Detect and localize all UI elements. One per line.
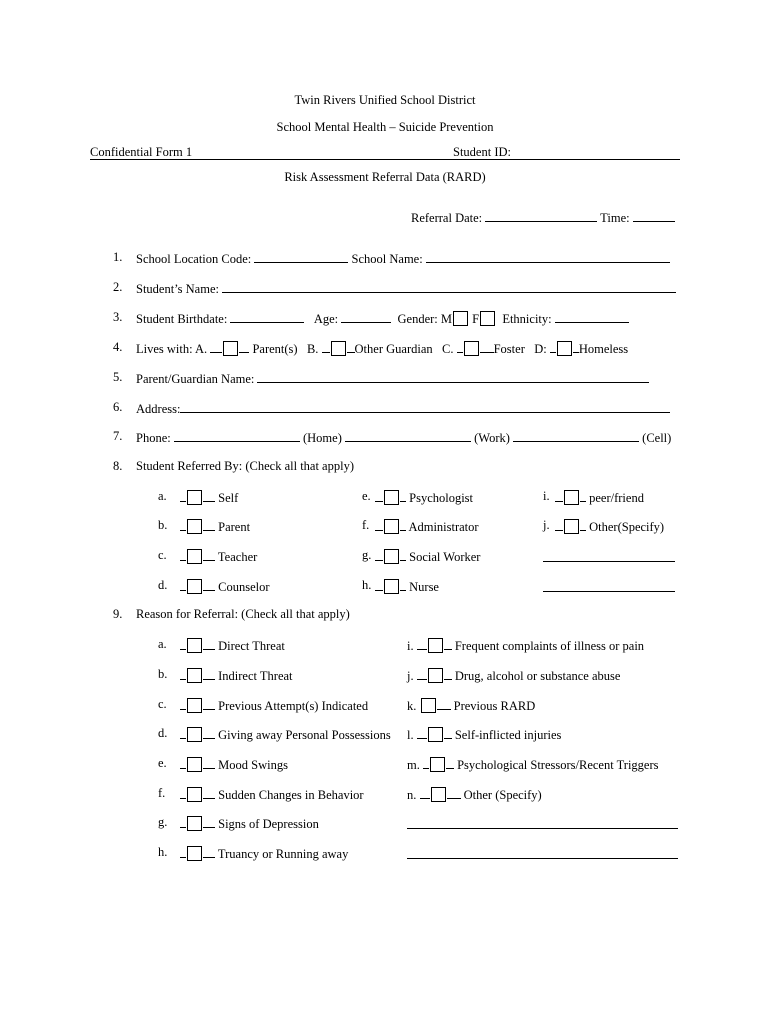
option-label: Administrator xyxy=(408,520,479,534)
item-number: 6. xyxy=(113,400,123,414)
reason-truancy-option[interactable] xyxy=(180,845,348,862)
checkbox[interactable] xyxy=(187,846,202,861)
reason-previous-rard-option[interactable] xyxy=(407,697,535,714)
blank-line xyxy=(375,518,383,531)
checkbox[interactable] xyxy=(384,579,399,594)
blank-line xyxy=(180,815,186,828)
blank-line xyxy=(375,578,383,591)
blank-line xyxy=(375,489,383,502)
checkbox[interactable] xyxy=(430,757,445,772)
option-label: Psychological Stressors/Recent Triggers xyxy=(457,758,659,772)
phone-work-label: (Work) xyxy=(474,431,510,445)
blank-line xyxy=(420,786,430,799)
reason-direct-threat-option[interactable] xyxy=(180,637,285,654)
gender-m-checkbox[interactable] xyxy=(453,311,468,326)
blank-line xyxy=(180,697,186,710)
phone-cell-field[interactable] xyxy=(513,429,639,442)
option-label: Other (Specify) xyxy=(463,788,542,802)
item-number: 4. xyxy=(113,340,123,354)
option-label: Previous RARD xyxy=(453,699,536,713)
reason-depression-option[interactable] xyxy=(180,815,319,832)
checkbox[interactable] xyxy=(187,727,202,742)
blank-line xyxy=(180,637,186,650)
blank-line xyxy=(180,667,186,680)
blank-line xyxy=(180,845,186,858)
lives-with-label: Lives with: xyxy=(136,342,193,356)
lives-homeless-checkbox[interactable] xyxy=(557,341,572,356)
phone-home-label: (Home) xyxy=(302,431,342,445)
phone-work-field[interactable] xyxy=(345,429,471,442)
option-label: Mood Swings xyxy=(218,758,288,772)
gender-f-checkbox[interactable] xyxy=(480,311,495,326)
form-label: Confidential Form 1 xyxy=(90,145,193,159)
blank-line xyxy=(180,786,186,799)
reason-giving-away-option[interactable] xyxy=(180,726,391,743)
checkbox[interactable] xyxy=(384,549,399,564)
blank-line xyxy=(180,548,186,561)
student-id-field[interactable] xyxy=(513,145,680,159)
option-label: Counselor xyxy=(218,580,270,594)
option-letter: f. xyxy=(362,518,370,532)
form-header-line xyxy=(90,145,680,160)
option-label: Indirect Threat xyxy=(218,669,293,683)
blank-line xyxy=(203,815,215,828)
blank-line xyxy=(203,786,215,799)
option-letter: k. xyxy=(407,699,417,713)
item-number: 9. xyxy=(113,607,123,621)
age-field[interactable] xyxy=(341,310,391,323)
ethnicity-label: Ethnicity: xyxy=(502,312,552,326)
option-letter: j. xyxy=(543,518,550,532)
checkbox[interactable] xyxy=(187,638,202,653)
ethnicity-field[interactable] xyxy=(555,310,629,323)
option-letter: c. xyxy=(158,548,167,562)
lives-a-letter: A. xyxy=(195,342,208,356)
blank-line xyxy=(400,489,406,502)
address-label: Address: xyxy=(136,402,181,416)
option-label: peer/friend xyxy=(589,491,644,505)
checkbox[interactable] xyxy=(187,519,202,534)
blank-line xyxy=(180,518,186,531)
reason-illness-option[interactable] xyxy=(407,637,644,654)
blank-line xyxy=(400,548,406,561)
blank-line xyxy=(446,756,454,769)
reason-sudden-changes-option[interactable] xyxy=(180,786,364,803)
checkbox[interactable] xyxy=(428,638,443,653)
blank-line xyxy=(239,340,249,353)
checkbox[interactable] xyxy=(428,727,443,742)
option-letter: f. xyxy=(158,786,166,800)
lives-foster-checkbox[interactable] xyxy=(464,341,479,356)
birthdate-label: Student Birthdate: xyxy=(136,312,228,326)
lives-guardian-checkbox[interactable] xyxy=(331,341,346,356)
reason-self-injury-option[interactable] xyxy=(407,726,561,743)
option-letter: i. xyxy=(407,639,414,653)
form-title: Risk Assessment Referral Data (RARD) xyxy=(284,170,486,184)
school-location-row xyxy=(136,250,670,267)
checkbox[interactable] xyxy=(384,490,399,505)
option-letter: l. xyxy=(407,728,414,742)
referred-nurse-option[interactable] xyxy=(375,578,439,595)
lives-a-text: Parent(s) xyxy=(252,342,298,356)
blank-line xyxy=(555,518,563,531)
item-number: 5. xyxy=(113,370,123,384)
birthdate-row xyxy=(136,310,629,327)
referral-date-row xyxy=(411,209,675,226)
address-row xyxy=(136,400,670,417)
option-letter: a. xyxy=(158,637,167,651)
gender-f-label: F xyxy=(472,312,480,326)
option-label: Self-inflicted injuries xyxy=(454,728,562,742)
reason-stressors-option[interactable] xyxy=(407,756,659,773)
reason-heading: Reason for Referral: (Check all that apply) xyxy=(136,607,350,621)
item-number: 3. xyxy=(113,310,123,324)
guardian-field[interactable] xyxy=(257,370,649,383)
referred-counselor-option[interactable] xyxy=(180,578,270,595)
option-letter: a. xyxy=(158,489,167,503)
blank-line xyxy=(437,697,451,710)
lives-parent-checkbox[interactable] xyxy=(223,341,238,356)
referred-administrator-option[interactable] xyxy=(375,518,479,535)
option-label: Giving away Personal Possessions xyxy=(218,728,391,742)
referred-teacher-option[interactable] xyxy=(180,548,257,565)
option-letter: g. xyxy=(158,815,168,829)
option-letter: h. xyxy=(362,578,372,592)
option-letter: d. xyxy=(158,726,168,740)
option-label: Frequent complaints of illness or pain xyxy=(454,639,645,653)
blank-line xyxy=(400,578,406,591)
checkbox[interactable] xyxy=(187,816,202,831)
option-letter: b. xyxy=(158,667,168,681)
checkbox[interactable] xyxy=(428,668,443,683)
checkbox[interactable] xyxy=(421,698,436,713)
option-label: Sudden Changes in Behavior xyxy=(218,788,364,802)
blank-line xyxy=(322,340,330,353)
address-field[interactable] xyxy=(180,400,670,413)
reason-mood-swings-option[interactable] xyxy=(180,756,288,773)
guardian-row xyxy=(136,370,649,387)
other-specify-line[interactable] xyxy=(407,845,678,859)
option-letter: e. xyxy=(362,489,371,503)
option-label: Teacher xyxy=(217,550,258,564)
lives-b-letter: B. xyxy=(306,342,319,356)
time-label: Time: xyxy=(600,211,630,225)
option-letter: e. xyxy=(158,756,167,770)
reason-substance-option[interactable] xyxy=(407,667,620,684)
student-name-field[interactable] xyxy=(222,280,676,293)
phone-cell-label: (Cell) xyxy=(642,431,672,445)
referred-peer-option[interactable] xyxy=(555,489,644,506)
age-label: Age: xyxy=(313,312,339,326)
blank-line xyxy=(580,489,586,502)
program-title: School Mental Health – Suicide Prevention xyxy=(276,120,494,134)
district-title: Twin Rivers Unified School District xyxy=(294,93,476,107)
blank-line xyxy=(550,340,556,353)
reason-indirect-threat-option[interactable] xyxy=(180,667,293,684)
blank-line xyxy=(203,756,215,769)
option-letter: g. xyxy=(362,548,372,562)
option-letter: d. xyxy=(158,578,168,592)
checkbox[interactable] xyxy=(564,519,579,534)
phone-row xyxy=(136,429,671,446)
blank-line xyxy=(180,578,186,591)
phone-home-field[interactable] xyxy=(174,429,300,442)
other-specify-line[interactable] xyxy=(543,548,675,562)
checkbox[interactable] xyxy=(187,579,202,594)
option-label: Nurse xyxy=(409,580,439,594)
option-label: Direct Threat xyxy=(218,639,285,653)
checkbox[interactable] xyxy=(187,698,202,713)
blank-line xyxy=(400,518,406,531)
checkbox[interactable] xyxy=(187,668,202,683)
option-label: Parent xyxy=(218,520,251,534)
checkbox[interactable] xyxy=(187,490,202,505)
blank-line xyxy=(203,845,215,858)
referral-date-field[interactable] xyxy=(485,209,597,222)
school-name-field[interactable] xyxy=(426,250,670,263)
referred-social-worker-option[interactable] xyxy=(375,548,480,565)
lives-b-text: Other Guardian xyxy=(354,342,433,356)
blank-line xyxy=(444,726,452,739)
blank-line xyxy=(203,726,215,739)
option-letter: h. xyxy=(158,845,168,859)
referred-self-option[interactable] xyxy=(180,489,238,506)
option-label: Psychologist xyxy=(409,491,474,505)
referred-by-heading: Student Referred By: (Check all that apply) xyxy=(136,459,354,473)
option-label: Social Worker xyxy=(409,550,481,564)
option-letter: i. xyxy=(543,489,550,503)
phone-label: Phone: xyxy=(136,431,171,445)
checkbox[interactable] xyxy=(384,519,399,534)
referral-date-label: Referral Date: xyxy=(411,211,483,225)
school-location-field[interactable] xyxy=(254,250,348,263)
option-letter: c. xyxy=(158,697,167,711)
checkbox[interactable] xyxy=(187,549,202,564)
student-id-label: Student ID: xyxy=(453,145,511,159)
option-label: Other(Specify) xyxy=(589,520,665,534)
blank-line xyxy=(444,637,452,650)
blank-line xyxy=(203,518,215,531)
option-label: Signs of Depression xyxy=(218,817,319,831)
blank-line xyxy=(444,667,452,680)
blank-line xyxy=(480,340,494,353)
student-name-label: Student’s Name: xyxy=(136,282,219,296)
checkbox[interactable] xyxy=(564,490,579,505)
option-letter: m. xyxy=(407,758,420,772)
reason-other-option[interactable] xyxy=(407,786,542,803)
referred-psychologist-option[interactable] xyxy=(375,489,473,506)
school-name-label: School Name: xyxy=(351,252,423,266)
time-field[interactable] xyxy=(633,209,675,222)
school-location-label: School Location Code: xyxy=(136,252,252,266)
blank-line xyxy=(180,726,186,739)
option-label: Drug, alcohol or substance abuse xyxy=(454,669,621,683)
lives-c-letter: C. xyxy=(442,342,454,356)
blank-line xyxy=(203,578,215,591)
checkbox[interactable] xyxy=(187,757,202,772)
blank-line xyxy=(447,786,461,799)
option-letter: b. xyxy=(158,518,168,532)
option-label: Previous Attempt(s) Indicated xyxy=(218,699,369,713)
blank-line xyxy=(417,667,427,680)
option-label: Self xyxy=(218,491,239,505)
lives-with-row xyxy=(136,340,628,357)
option-letter: j. xyxy=(407,669,414,683)
item-number: 8. xyxy=(113,459,123,473)
blank-line xyxy=(203,667,215,680)
lives-d-text: Homeless xyxy=(578,342,629,356)
option-label: Truancy or Running away xyxy=(217,847,349,861)
item-number: 7. xyxy=(113,429,123,443)
blank-line xyxy=(580,518,586,531)
student-name-row xyxy=(136,280,676,297)
option-letter: n. xyxy=(407,788,417,802)
blank-line xyxy=(457,340,463,353)
blank-line xyxy=(417,726,427,739)
blank-line xyxy=(375,548,383,561)
lives-c-text: Foster xyxy=(493,342,525,356)
blank-line xyxy=(203,489,215,502)
blank-line xyxy=(203,637,215,650)
guardian-label: Parent/Guardian Name: xyxy=(136,372,255,386)
item-number: 1. xyxy=(113,250,123,264)
checkbox[interactable] xyxy=(431,787,446,802)
item-number: 2. xyxy=(113,280,123,294)
birthdate-field[interactable] xyxy=(230,310,304,323)
checkbox[interactable] xyxy=(187,787,202,802)
blank-line xyxy=(180,489,186,502)
other-specify-line[interactable] xyxy=(543,578,675,592)
blank-line xyxy=(203,697,215,710)
blank-line xyxy=(180,756,186,769)
reason-previous-attempt-option[interactable] xyxy=(180,697,368,714)
blank-line xyxy=(423,756,429,769)
other-specify-line[interactable] xyxy=(407,815,678,829)
referred-parent-option[interactable] xyxy=(180,518,250,535)
blank-line xyxy=(417,637,427,650)
blank-line xyxy=(210,340,222,353)
blank-line xyxy=(555,489,563,502)
blank-line xyxy=(347,340,355,353)
gender-label: Gender: M xyxy=(397,312,452,326)
lives-d-letter: D: xyxy=(534,342,547,356)
blank-line xyxy=(203,548,215,561)
referred-other-option[interactable] xyxy=(555,518,664,535)
